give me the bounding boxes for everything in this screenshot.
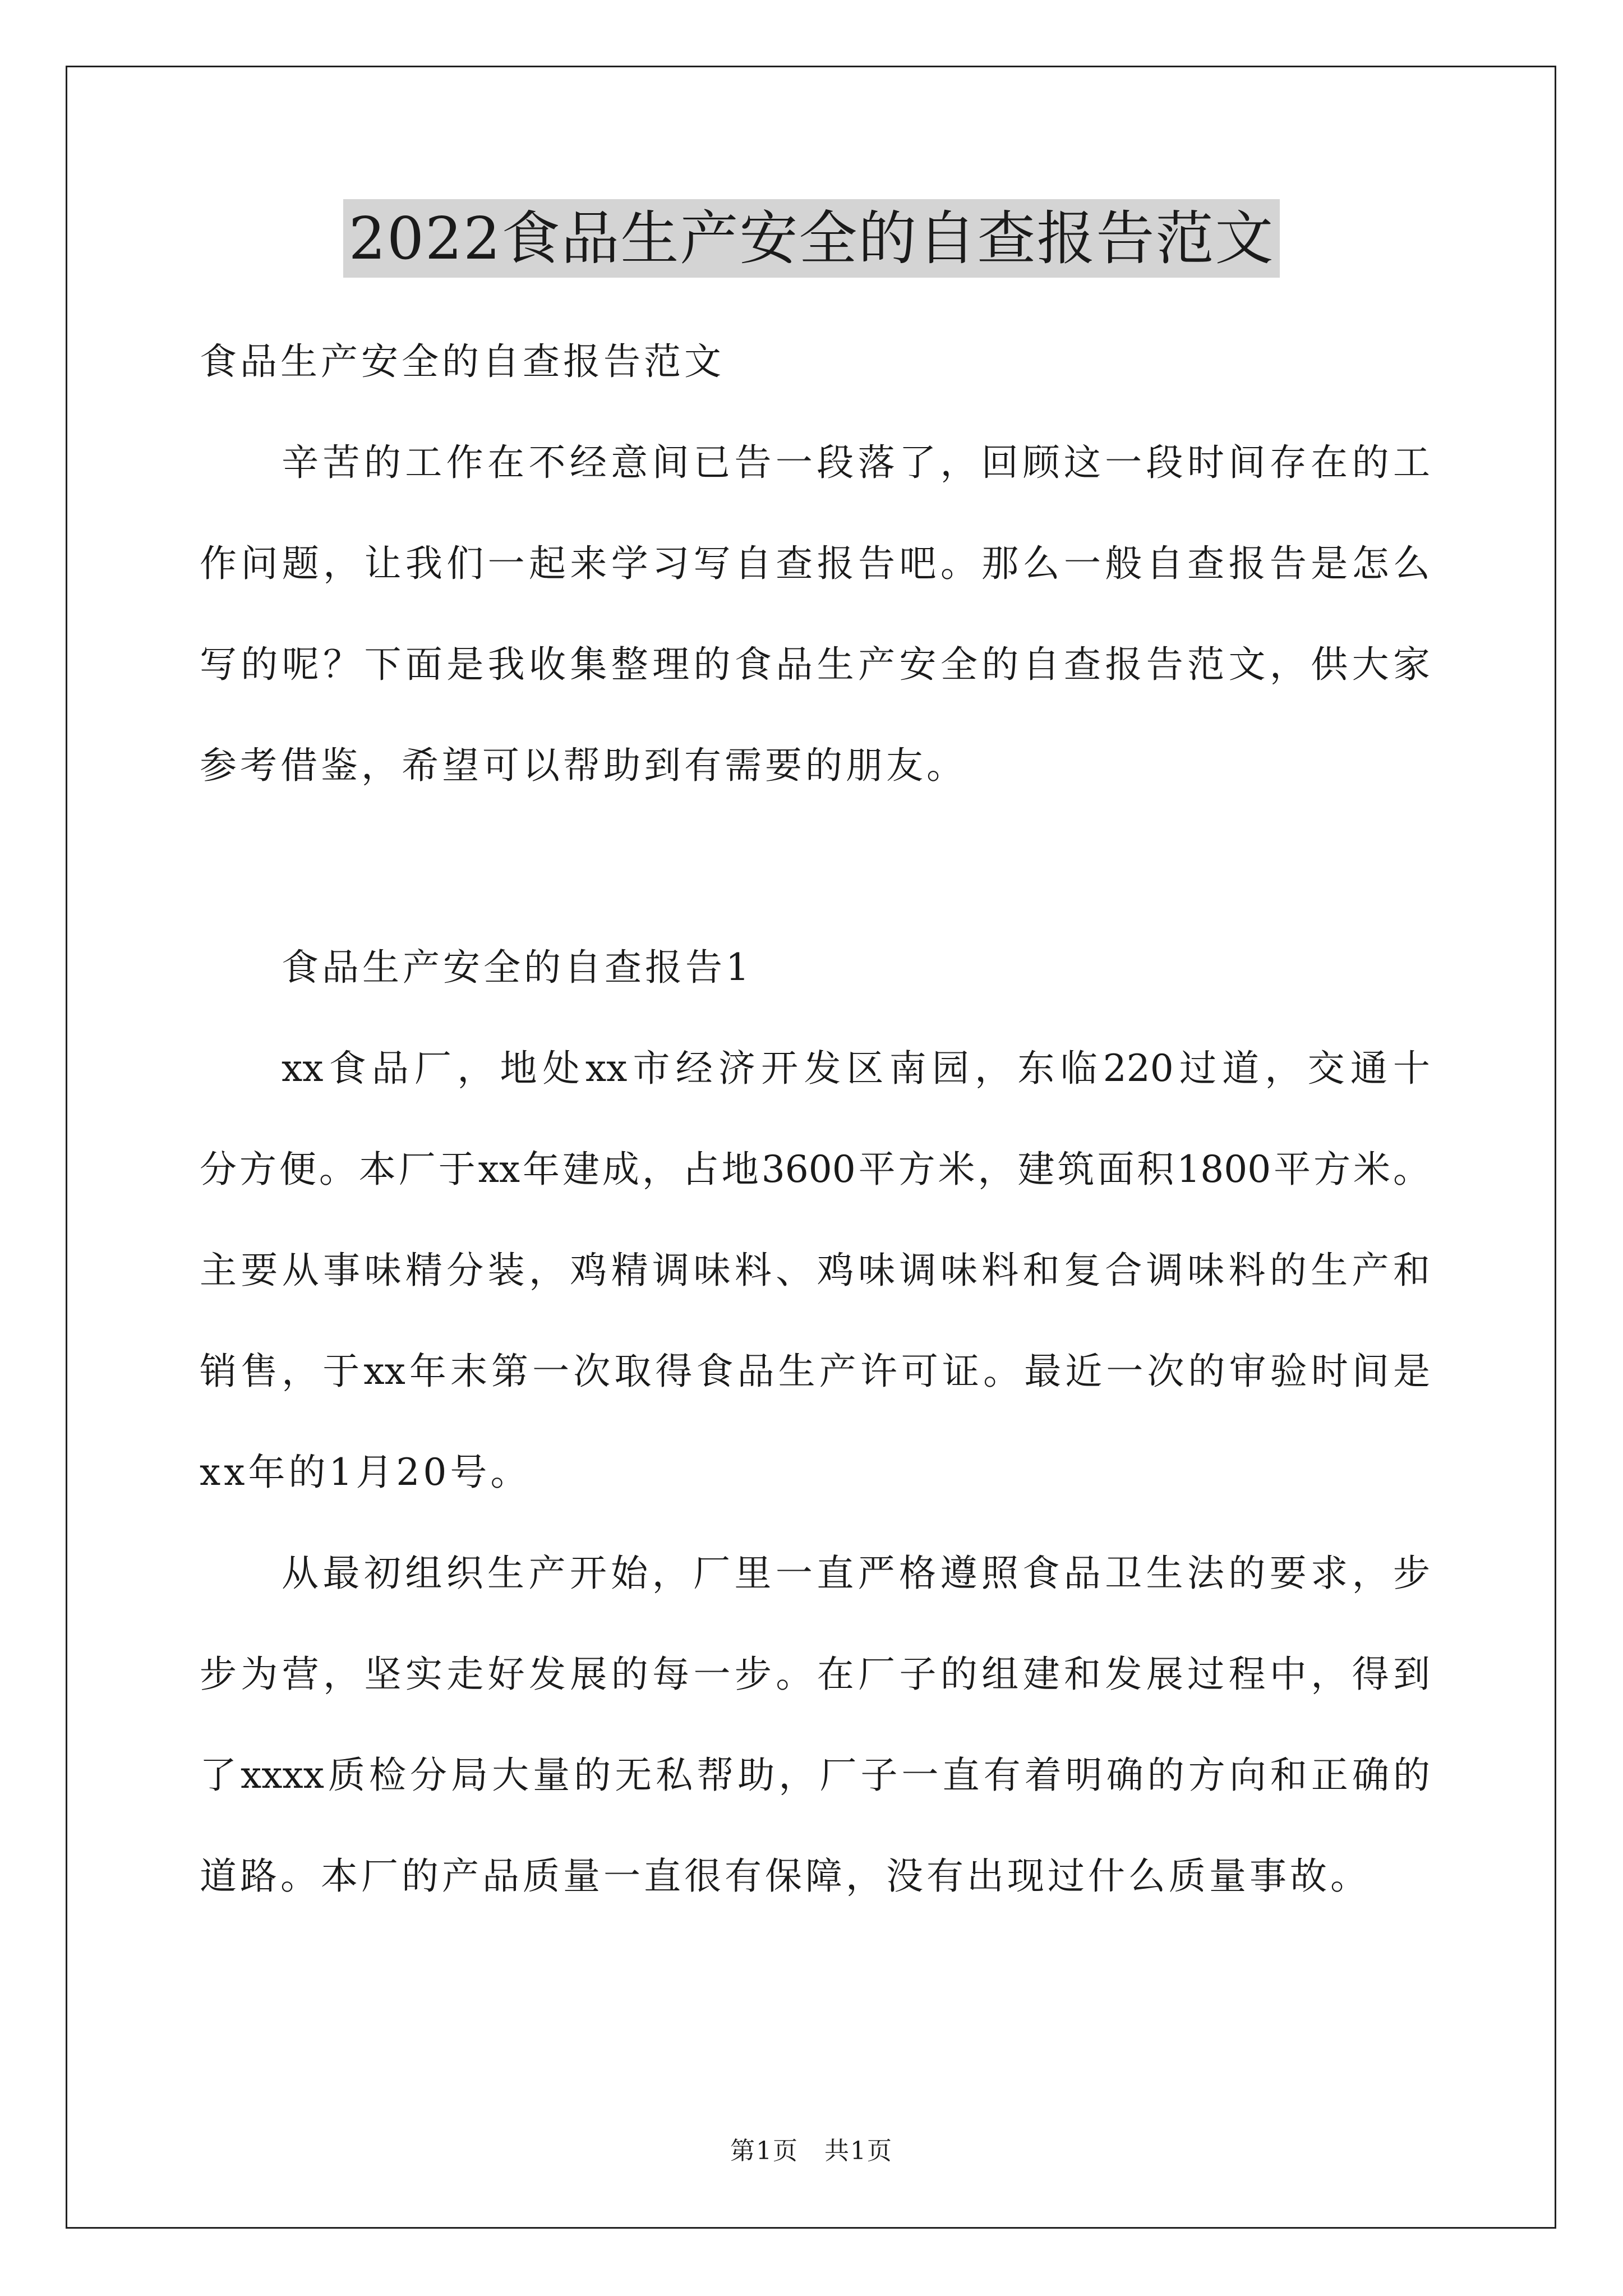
paragraph-2 (200, 1523, 1430, 1927)
text-line: 道路。本厂的产品质量一直很有保障，没有出现过什么质量事故。 (200, 1855, 1371, 1898)
paragraph-spacer (200, 816, 1430, 917)
text-line: 从最初组织生产开始，厂里一直严格遵照食品卫生法的要求，步 (282, 1552, 1430, 1595)
text-line: 辛苦的工作在不经意间已告一段落了，回顾这一段时间存在的工 (282, 441, 1430, 484)
intro-paragraph (200, 412, 1430, 816)
text-line: 写的呢？下面是我收集整理的食品生产安全的自查报告范文，供大家 (200, 643, 1430, 686)
text-line: 步为营，坚实走好发展的每一步。在厂子的组建和发展过程中，得到 (200, 1653, 1430, 1696)
paragraph-1 (200, 1018, 1430, 1523)
text-line: 分方便。本厂于xx年建成，占地3600平方米，建筑面积1800平方米。 (200, 1148, 1430, 1191)
text-line: 参考借鉴，希望可以帮助到有需要的朋友。 (200, 744, 967, 787)
text-line: xx年的1月20号。 (200, 1451, 531, 1494)
page-number-footer: 第1页 共1页 (730, 2137, 893, 2165)
document-body (200, 311, 1430, 1927)
section-heading: 食品生产安全的自查报告1 (282, 946, 753, 989)
text-line: xx食品厂，地处xx市经济开发区南园，东临220过道，交通十 (282, 1047, 1430, 1090)
text-line: 作问题，让我们一起来学习写自查报告吧。那么一般自查报告是怎么 (200, 542, 1430, 585)
text-line: 销售，于xx年末第一次取得食品生产许可证。最近一次的审验时间是 (200, 1350, 1430, 1393)
document-title: 2022食品生产安全的自查报告范文 (343, 199, 1280, 278)
document-subtitle: 食品生产安全的自查报告范文 (200, 340, 725, 383)
text-line: 了xxxx质检分局大量的无私帮助，厂子一直有着明确的方向和正确的 (200, 1754, 1430, 1797)
title-container (0, 199, 1623, 278)
text-line: 主要从事味精分装，鸡精调味料、鸡味调味料和复合调味料的生产和 (200, 1249, 1430, 1292)
